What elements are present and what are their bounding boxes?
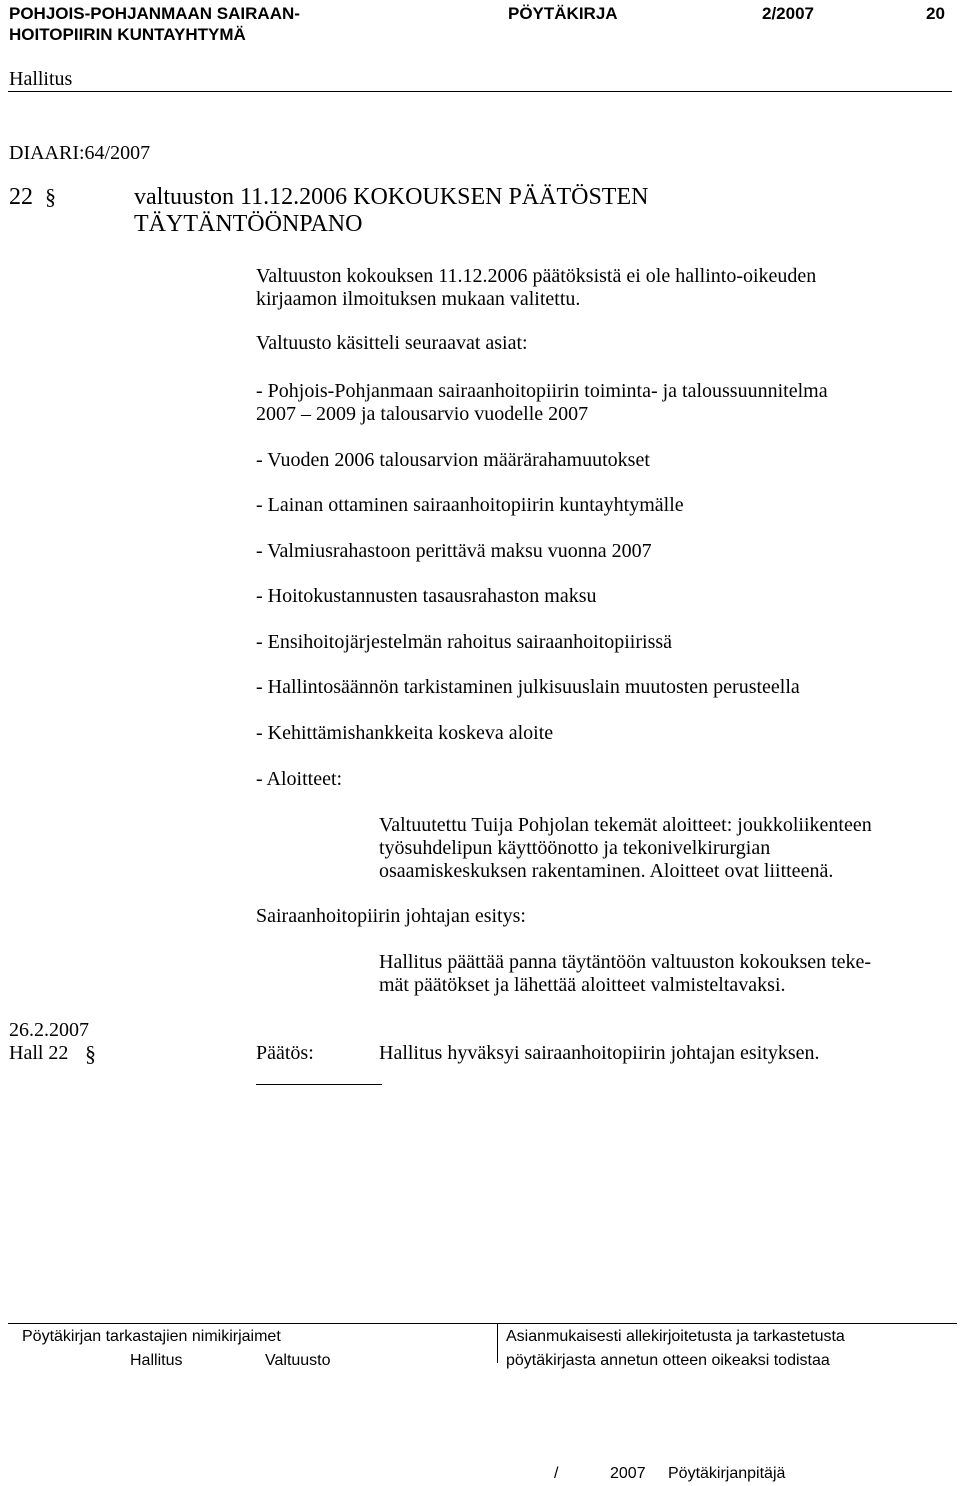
agenda-lead: Valtuusto käsitteli seuraavat asiat: (256, 332, 528, 354)
footer-initials-hallitus: Hallitus (130, 1352, 183, 1369)
initiatives-line3: osaamiskeskuksen rakentaminen. Aloitteet ovat liitteenä. (379, 860, 834, 882)
section-number: 22 (9, 184, 33, 210)
agenda-item: - Ensihoitojärjestelmän rahoitus sairaanhoitopiirissä (256, 631, 673, 653)
footer-sign-role: Pöytäkirjanpitäjä (668, 1465, 786, 1482)
intro-line2: kirjaamon ilmoituksen mukaan valitettu. (256, 288, 581, 310)
agenda-item: - Hallintosäännön tarkistaminen julkisuuslain muutosten perusteella (256, 676, 800, 698)
proposal-line2: mät päätökset ja lähettää aloitteet valmisteltavaksi. (379, 974, 786, 996)
footer-certification-line2: pöytäkirjasta annetun otteen oikeaksi todistaa (506, 1352, 830, 1369)
end-rule (256, 1084, 382, 1085)
decision-label: Päätös: (256, 1042, 314, 1064)
agenda-item: - Hoitokustannusten tasausrahaston maksu (256, 585, 597, 607)
section-title-line1: valtuuston 11.12.2006 KOKOUKSEN PÄÄTÖSTEN (134, 184, 649, 210)
agenda-item: - Kehittämishankkeita koskeva aloite (256, 722, 554, 744)
org-name-line2: HOITOPIIRIN KUNTAYHTYMÄ (9, 25, 246, 44)
agenda-item-continued: 2007 – 2009 ja talousarvio vuodelle 2007 (256, 403, 589, 425)
document-number: 2/2007 (762, 4, 814, 23)
agenda-item: - Valmiusrahastoon perittävä maksu vuonna 2007 (256, 540, 652, 562)
initiatives-line1: Valtuutettu Tuija Pohjolan tekemät aloitteet: joukkoliikenteen (379, 814, 872, 836)
org-name-line1: POHJOIS-POHJANMAAN SAIRAAN- (9, 4, 300, 23)
proposal-line1: Hallitus päättää panna täytäntöön valtuuston kokouksen teke- (379, 951, 872, 973)
section-symbol: § (45, 184, 56, 209)
section-title-line2: TÄYTÄNTÖÖNPANO (134, 211, 363, 237)
footer-sign-slash: / (554, 1465, 559, 1482)
body-name: Hallitus (9, 68, 73, 90)
intro-line1: Valtuuston kokouksen 11.12.2006 päätöksistä ei ole hallinto-oikeuden (256, 265, 817, 287)
decision-text: Hallitus hyväksyi sairaanhoitopiirin johtajan esityksen. (379, 1042, 820, 1064)
initiatives-line2: työsuhdelipun käyttöönotto ja tekonivelkirurgian (379, 837, 771, 859)
page-number: 20 (926, 4, 945, 23)
footer-initials-valtuusto: Valtuusto (265, 1352, 331, 1369)
decision-reference: Hall 22 (9, 1042, 69, 1064)
diaari-number: DIAARI:64/2007 (9, 142, 151, 164)
agenda-item: - Vuoden 2006 talousarvion määrärahamuutokset (256, 449, 650, 471)
agenda-item: - Aloitteet: (256, 768, 343, 790)
header-rule (8, 91, 952, 92)
footer-certification-line1: Asianmukaisesti allekirjoitetusta ja tarkastetusta (506, 1328, 845, 1345)
decision-section-symbol: § (85, 1041, 96, 1066)
document-type: PÖYTÄKIRJA (508, 4, 618, 23)
footer-sign-year: 2007 (610, 1465, 646, 1482)
decision-date: 26.2.2007 (9, 1019, 89, 1041)
proposal-label: Sairaanhoitopiirin johtajan esitys: (256, 905, 526, 927)
footer-divider (497, 1323, 498, 1363)
agenda-item: - Lainan ottaminen sairaanhoitopiirin kuntayhtymälle (256, 494, 684, 516)
agenda-item: - Pohjois-Pohjanmaan sairaanhoitopiirin toiminta- ja taloussuunnitelma (256, 380, 828, 402)
footer-rule (8, 1323, 957, 1324)
footer-initials-title: Pöytäkirjan tarkastajien nimikirjaimet (22, 1328, 281, 1345)
